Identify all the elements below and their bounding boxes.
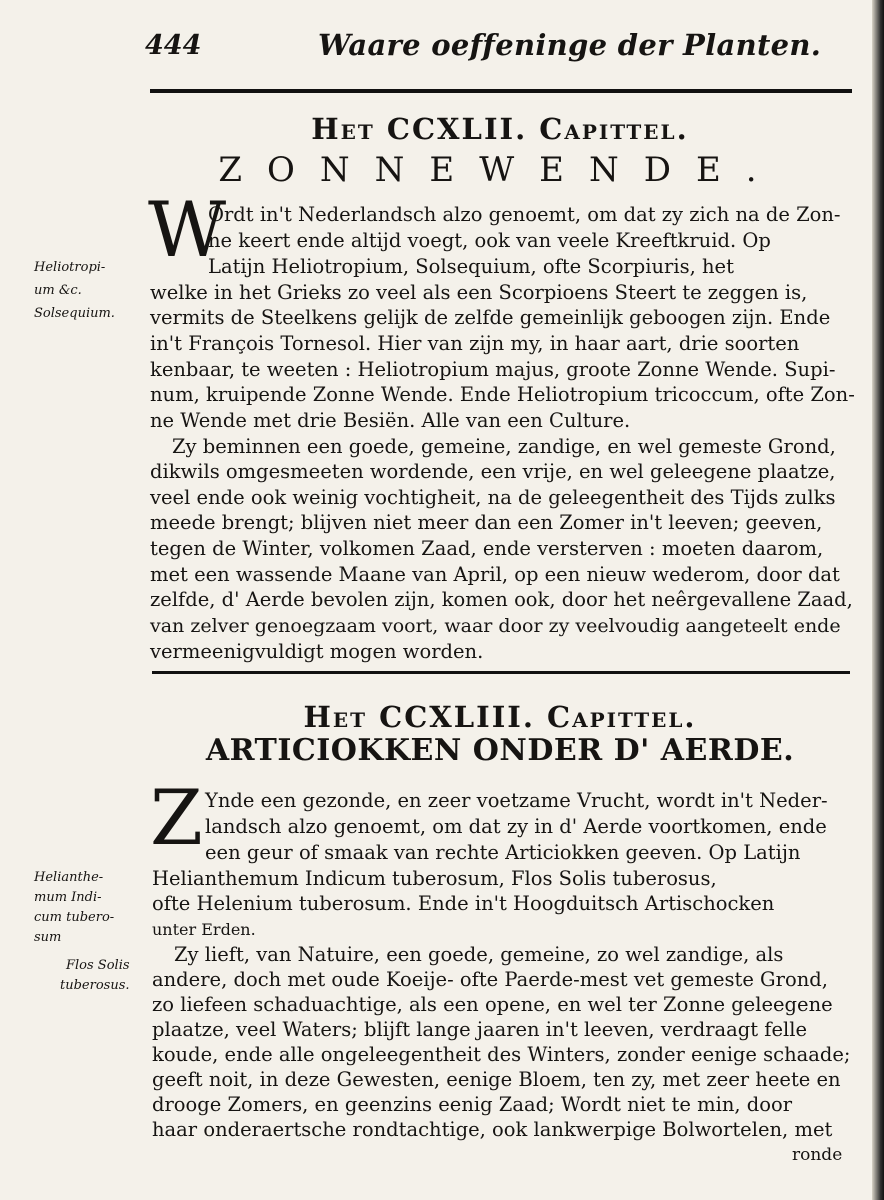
text-line: kenbaar, te weeten : Heliotropium majus, groote Zonne Wende. Supi- [150,358,836,381]
text-line: zelfde, d' Aerde bevolen zijn, komen ook, door het neêrgevallene Zaad, [150,588,853,611]
page-edge-shadow [872,0,884,1200]
text-line: geeft noit, in deze Gewesten, eenige Bloem, ten zy, met zeer heete en [152,1068,841,1091]
text-line: met een wassende Maane van April, op een nieuw wederom, door dat [150,563,840,586]
margin-note: sum [34,930,62,945]
text-line: andere, doch met oude Koeije- ofte Paerde-mest vet gemeste Grond, [152,968,828,991]
text-line: een geur of smaak van rechte Articiokken geeven. Op Latijn [205,841,801,864]
text-line: num, kruipende Zonne Wende. Ende Heliotropium tricoccum, ofte Zon- [150,383,855,406]
chapter-title: ZONNEWENDE. [218,150,782,190]
chapter-heading: Het CCXLIII. Capittel. [303,700,697,734]
text-line: veel ende ook weinig vochtigheit, na de geleegentheit des Tijds zulks [150,486,836,509]
running-title: Waare oeffeninge der Planten. [318,28,822,62]
text-line: van zelver genoegzaam voort, waar door zy veelvoudig aangeteelt ende [150,615,841,637]
text-line: Latijn Heliotropium, Solsequium, ofte Scorpiuris, het [208,255,734,278]
text-line: zo liefeen schaduachtige, als een opene, en wel ter Zonne geleegene [152,993,833,1016]
catchword: ronde [792,1145,843,1165]
text-line: drooge Zomers, en geenzins eenig Zaad; Wordt niet te min, door [152,1093,793,1116]
page-number: 444 [145,30,202,61]
text-line: tegen de Winter, volkomen Zaad, ende versterven : moeten daarom, [150,537,824,560]
text-line: vermeenigvuldigt mogen worden. [150,640,484,663]
text-line: vermits de Steelkens gelijk de zelfde gemeinlijk geboogen zijn. Ende [150,306,831,329]
margin-note: Helianthe- [34,870,104,885]
text-line: ne Wende met drie Besiën. Alle van een Culture. [150,409,631,432]
text-line: koude, ende alle ongeleegentheit des Winters, zonder eenige schaade; [152,1043,851,1066]
text-line: dikwils omgesmeeten wordende, een vrije, en wel geleegene plaatze, [150,460,836,483]
text-line: Helianthemum Indicum tuberosum, Flos Solis tuberosus, [152,867,717,890]
margin-note: tuberosus. [60,978,130,993]
text-line: haar onderaertsche rondtachtige, ook lankwerpige Bolwortelen, met [152,1118,833,1141]
text-line: ne keert ende altijd voegt, ook van veele Kreeftkruid. Op [208,229,771,252]
text-line: Zy lieft, van Natuire, een goede, gemeine, zo wel zandige, als [174,943,784,966]
margin-note: cum tubero- [34,910,115,925]
text-line: meede brengt; blijven niet meer dan een Zomer in't leeven; geeven, [150,511,823,534]
text-line: unter Erden. [152,920,256,939]
margin-note: mum Indi- [34,890,102,905]
section-rule [152,671,850,674]
header-rule [150,89,852,93]
text-line: plaatze, veel Waters; blijft lange jaaren in't leeven, verdraagt felle [152,1018,808,1041]
margin-note: Flos Solis [66,958,130,973]
text-line: welke in het Grieks zo veel als een Scorpioens Steert te zeggen is, [150,281,808,304]
text-line: Ordt in't Nederlandsch alzo genoemt, om dat zy zich na de Zon- [208,203,841,226]
text-line: ofte Helenium tuberosum. Ende in't Hoogduitsch Artischocken [152,892,775,915]
margin-note: Solsequium. [34,306,115,321]
drop-cap: Z [150,773,203,862]
text-line: Zy beminnen een goede, gemeine, zandige, en wel gemeste Grond, [172,435,836,458]
chapter-title: ARTICIOKKEN ONDER D' AERDE. [205,733,795,768]
chapter-heading: Het CCXLII. Capittel. [311,112,689,146]
margin-note: um &c. [34,283,82,298]
text-line: landsch alzo genoemt, om dat zy in d' Aerde voortkomen, ende [205,815,827,838]
drop-cap: W [148,185,227,274]
margin-note: Heliotropi- [34,260,106,275]
text-line: Ynde een gezonde, en zeer voetzame Vrucht, wordt in't Neder- [205,789,828,812]
text-line: in't François Tornesol. Hier van zijn my, in haar aart, drie soorten [150,332,800,355]
